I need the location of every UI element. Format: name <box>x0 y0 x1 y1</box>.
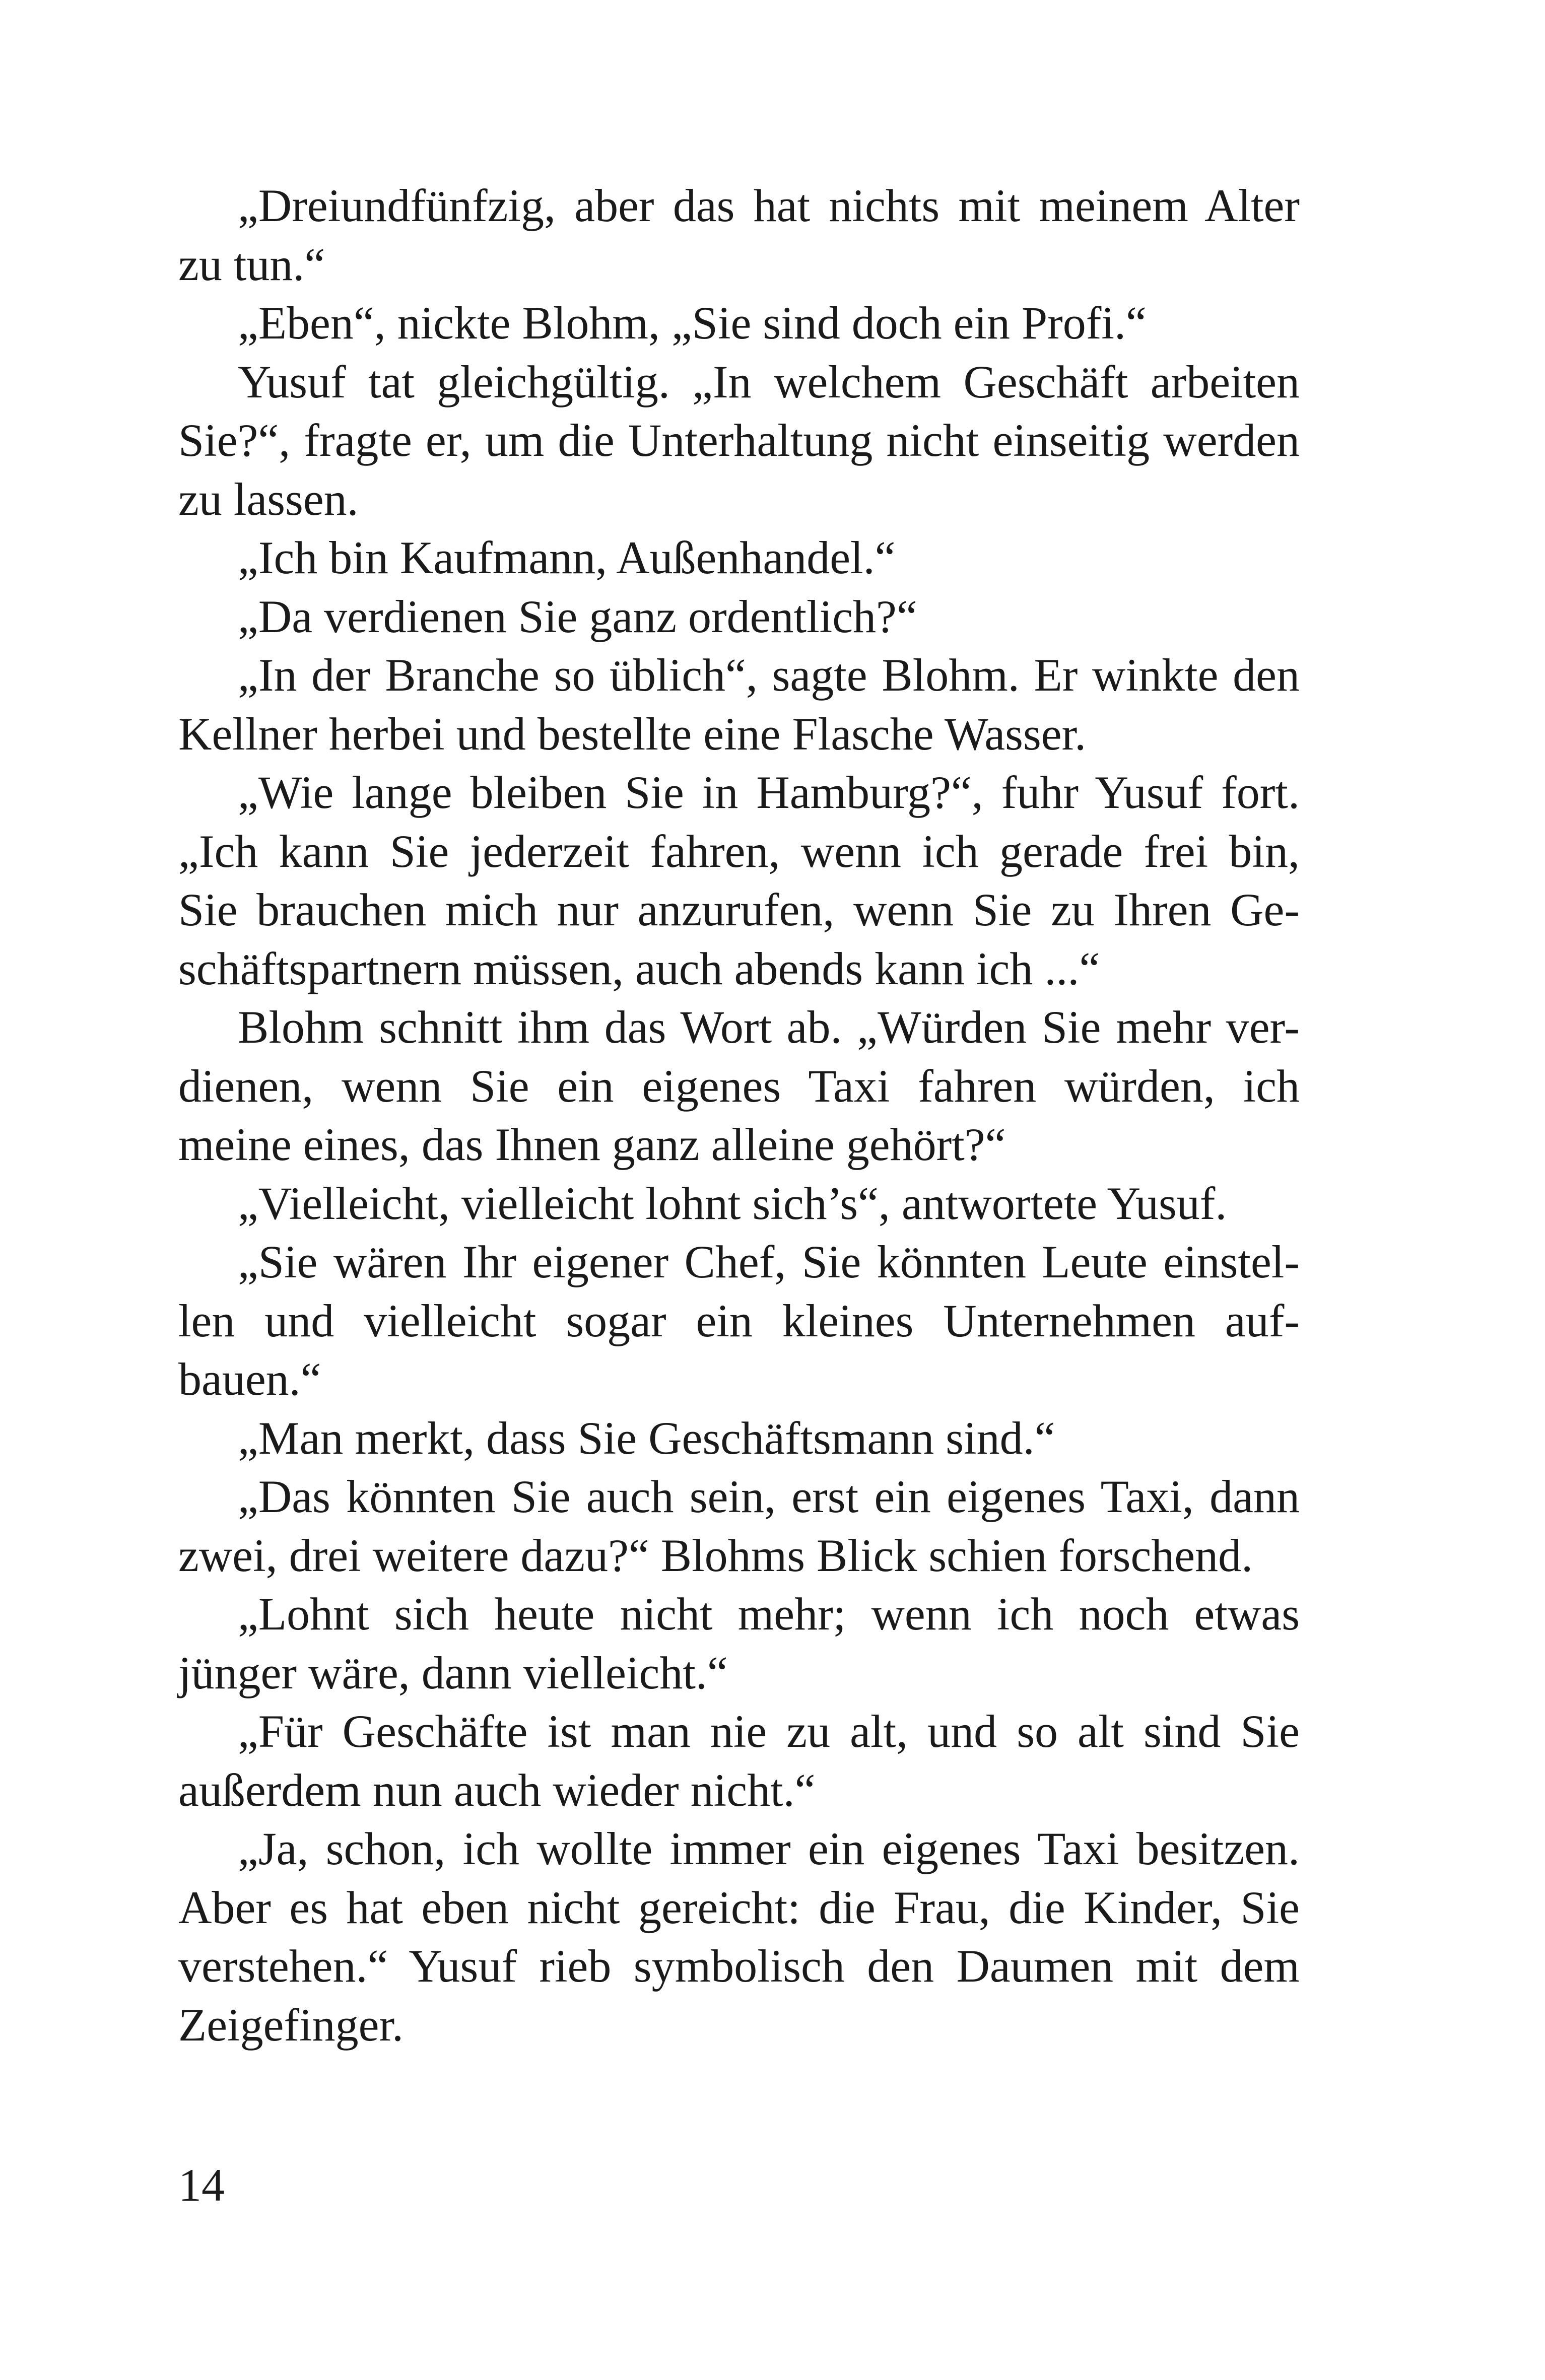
text-line: Kellner herbei und bestellte eine Flasche Wasser. <box>178 708 1087 760</box>
text-line: bauen.“ <box>178 1353 321 1405</box>
text-line: „Sie wären Ihr eigener Chef, Sie könnten Leute einstel- <box>238 1236 1300 1287</box>
text-line: „Vielleicht, vielleicht lohnt sich’s“, antwortete Yusuf. <box>238 1177 1227 1229</box>
text-line: Aber es hat eben nicht gereicht: die Frau, die Kinder, Sie <box>178 1881 1300 1933</box>
body-text <box>178 176 1300 2054</box>
text-line: „Dreiundfünfzig, aber das hat nichts mit meinem Alter <box>238 180 1300 231</box>
text-line: „Lohnt sich heute nicht mehr; wenn ich noch etwas <box>238 1588 1300 1640</box>
text-line: „Eben“, nickte Blohm, „Sie sind doch ein Profi.“ <box>238 297 1147 349</box>
text-line: meine eines, das Ihnen ganz alleine gehört?“ <box>178 1119 1006 1170</box>
text-line: „Da verdienen Sie ganz ordentlich?“ <box>238 590 917 642</box>
text-line: Zeigefinger. <box>178 1999 404 2051</box>
text-line: zu lassen. <box>178 473 359 525</box>
text-line: len und vielleicht sogar ein kleines Unternehmen auf- <box>178 1295 1300 1346</box>
text-line: „Wie lange bleiben Sie in Hamburg?“, fuhr Yusuf fort. <box>238 767 1300 818</box>
text-line: „Ich kann Sie jederzeit fahren, wenn ich gerade frei bin, <box>178 825 1300 877</box>
text-line: „Das könnten Sie auch sein, erst ein eigenes Taxi, dann <box>238 1471 1300 1522</box>
text-line: zu tun.“ <box>178 238 325 290</box>
text-line: zwei, drei weitere dazu?“ Blohms Blick schien forschend. <box>178 1529 1253 1581</box>
text-line: „Man merkt, dass Sie Geschäftsmann sind.“ <box>238 1412 1055 1464</box>
text-line: „Für Geschäfte ist man nie zu alt, und so alt sind Sie <box>238 1706 1300 1757</box>
text-line: „In der Branche so üblich“, sagte Blohm. Er winkte den <box>238 649 1300 701</box>
text-line: dienen, wenn Sie ein eigenes Taxi fahren würden, ich <box>178 1060 1300 1112</box>
text-line: jünger wäre, dann vielleicht.“ <box>178 1647 728 1698</box>
page-number: 14 <box>178 2159 225 2211</box>
text-line: verstehen.“ Yusuf rieb symbolisch den Daumen mit dem <box>178 1940 1300 1992</box>
text-line: Sie?“, fragte er, um die Unterhaltung nicht einseitig werden <box>178 415 1300 466</box>
text-line: „Ich bin Kaufmann, Außenhandel.“ <box>238 532 896 583</box>
text-line: Sie brauchen mich nur anzurufen, wenn Sie zu Ihren Ge- <box>178 884 1300 935</box>
text-line: außerdem nun auch wieder nicht.“ <box>178 1764 816 1816</box>
text-line: schäftspartnern müssen, auch abends kann ich ...“ <box>178 942 1100 994</box>
text-line: „Ja, schon, ich wollte immer ein eigenes Taxi besitzen. <box>238 1823 1300 1874</box>
text-line: Yusuf tat gleichgültig. „In welchem Geschäft arbeiten <box>238 356 1300 407</box>
text-line: Blohm schnitt ihm das Wort ab. „Würden Sie mehr ver- <box>238 1001 1300 1053</box>
